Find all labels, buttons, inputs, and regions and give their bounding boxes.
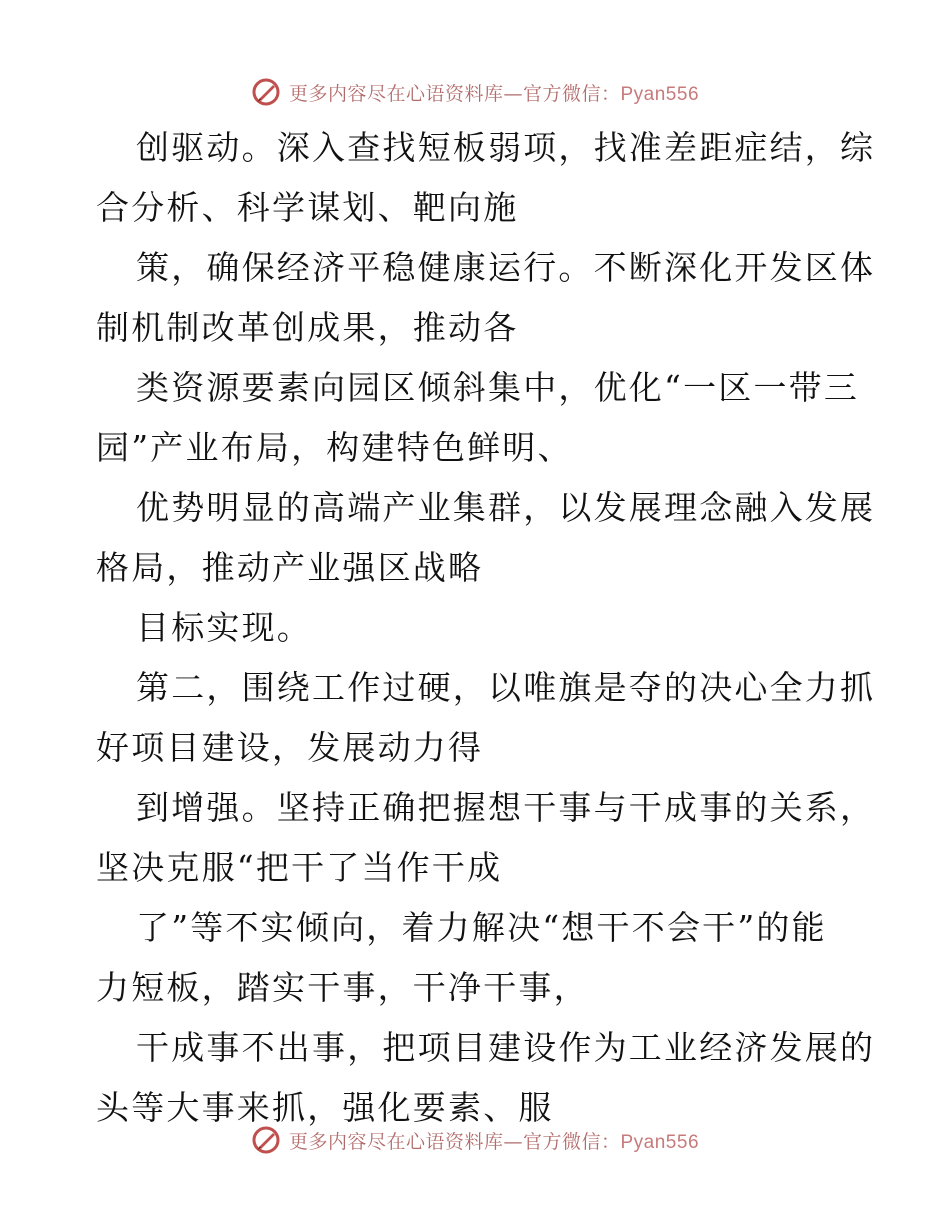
paragraph-line: 制机制改革创成果，推动各	[96, 308, 519, 347]
paragraph-line: 好项目建设，发展动力得	[96, 728, 484, 767]
paragraph	[96, 118, 876, 238]
paragraph-line: 合分析、科学谋划、靶向施	[96, 188, 519, 227]
paragraph	[96, 358, 860, 478]
paragraph	[96, 598, 856, 658]
paragraph	[96, 658, 876, 778]
paragraph	[96, 238, 876, 358]
footer-watermark-id: Pyan556	[620, 1131, 700, 1153]
footer-watermark-text	[289, 1127, 699, 1154]
paragraph-line: 策，确保经济平稳健康运行。不断深化开发区体	[136, 248, 876, 287]
header-watermark-label: 更多内容尽在心语资料库—官方微信：	[288, 82, 621, 105]
paragraph-line: 优势明显的高端产业集群，以发展理念融入发展	[136, 488, 876, 527]
paragraph-line: 类资源要素向园区倾斜集中，优化“一区一带三	[136, 368, 860, 407]
paragraph	[96, 478, 876, 598]
pen-logo-icon	[251, 77, 281, 107]
document-body	[96, 118, 876, 1138]
paragraph	[96, 778, 876, 898]
paragraph-line: 了”等不实倾向，着力解决“想干不会干”的能	[136, 908, 827, 947]
paragraph-line: 创驱动。深入查找短板弱项，找准差距症结，综	[136, 128, 876, 167]
paragraph-line: 力短板，踏实干事，干净干事，	[96, 968, 589, 1007]
pen-logo-icon	[251, 1125, 281, 1155]
paragraph-line: 格局，推动产业强区战略	[96, 548, 484, 587]
header-watermark	[0, 72, 950, 112]
header-watermark-id: Pyan556	[620, 83, 700, 105]
paragraph-line: 到增强。坚持正确把握想干事与干成事的关系，	[136, 788, 876, 827]
paragraph-line: 头等大事来抓，强化要素、服	[96, 1088, 554, 1127]
footer-watermark	[0, 1120, 950, 1160]
paragraph-line: 坚决克服“把干了当作干成	[96, 848, 503, 887]
paragraph	[96, 898, 856, 1018]
paragraph-line: 园”产业布局，构建特色鲜明、	[96, 428, 573, 467]
footer-watermark-label: 更多内容尽在心语资料库—官方微信：	[288, 1130, 621, 1153]
paragraph-line: 干成事不出事，把项目建设作为工业经济发展的	[136, 1028, 876, 1067]
paragraph-line: 第二，围绕工作过硬，以唯旗是夺的决心全力抓	[136, 668, 876, 707]
header-watermark-text	[289, 79, 699, 106]
paragraph-line: 目标实现。	[136, 608, 312, 647]
